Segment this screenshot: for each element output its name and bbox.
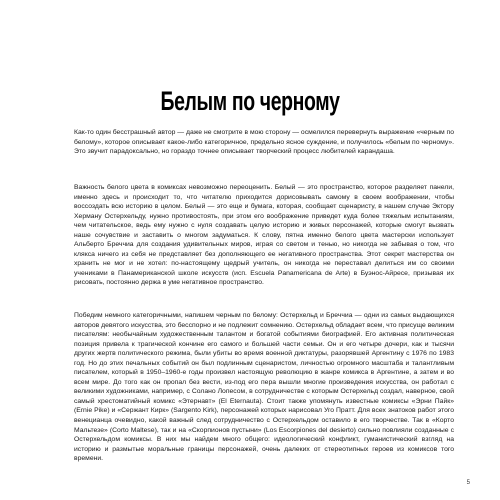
paragraph-1: Как-то один бесстрашный автор — даже не смотрите в мою сторону — осмелился перевернуть выражение «черным по белому», которое описывает какое-либо категоричное, предельно ясное суждение, и получилось «белым по черному». Это звучит парадоксально, но гораздо точнее описывает творческий процесс любителей карандаша. xyxy=(74,129,454,156)
page-title: Белым по черному xyxy=(160,86,340,116)
page-number: 5 xyxy=(466,480,470,486)
paragraph-3: Победим немного категоричными, напишем черным по белому: Остерхельд и Бреччиа — одни из самых выдающихся авторов девятого искусства, это бесспорно и не подлежит сомнению. Остерхельд обладает всем, что присуще великим писателям: необычайным художественным талантом и богатой событиями биографией. Его активная политическая позиция привела к трагической кончине его самого и большей части семьи. Он и его четыре дочери, как и тысячи других жертв политического режима, были убиты во время военной диктатуры, разорявшей Аргентину с 1976 по 1983 год. Но до этих печальных событий он был подлинным сценаристом, личностью огромного масштаба и талантливым писателем, который в 1950–1960-е годы произвел настоящую революцию в жанре комикса в Аргентине, а затем и во всем мире. До того как он пропал без вести, из-под его пера вышли многие произведения искусства, он работал с великими художниками, например, с Солано Лопесом, в сотрудничестве с которым Остерхельд создал, наверное, свой самый хрестоматийный комикс «Этернавт» (El Eternauta). Стоит также упомянуть известные комиксы «Эрни Пайк» (Ernie Pike) и «Сержант Кирк» (Sargento Kirk), персонажей которых нарисовал Уго Пратт. Для всех знатоков работ этого венецианца очевидно, какой важный след сотрудничество с Остерхельдом оставило в его творчестве. Так в «Корто Мальтезе» (Corto Maltese), так и на «Скорпионов пустыни» (Los Escorpiones del desierto) сильно повлияли созданные с Остерхельдом комиксы. В них мы найдем много общего: идеологический конфликт, гуманистический взгляд на историю и размытые моральные границы персонажей, очень далеких от стереотипных героев из комиксов того времени. xyxy=(74,312,454,463)
paragraph-2: Важность белого цвета в комиксах невозможно переоценить. Белый — это пространство, которое разделяет панели, именно здесь и происходит то, что читателю приходится дорисовывать самому в своем воображении, чтобы воссоздать всю историю в целом. Белый — это еще и бумага, которая, сообщает сценаристу, в нашем случае Эктору Херману Остерхельду, нужно противостоять, при этом его воображение приведет куда более тяжелым испытаниям, чем читательское, ведь ему нужно с нуля создавать целую историю и живых персонажей, которые смогут вызвать наше сочувствие и заставить о многом задуматься. К слову, пятна именно белого цвета мастерски использует Альберто Бреччиа для создания удивительных миров, играя со светом и тенью, но никогда не забывая о том, что кляксa ничего из себя не представляет без дополняющего ее негативного пространства. Этот секрет мастерства он хранить не мог и не хотел: по-настоящему щедрый учитель, он никогда не переставал делиться им со своими учениками в Панамериканской школе искусств (исп. Escuela Panamericana de Arte) в Буэнос-Айресе, призывая их рисовать, постоянно держа в уме негативное пространство. xyxy=(74,184,454,287)
